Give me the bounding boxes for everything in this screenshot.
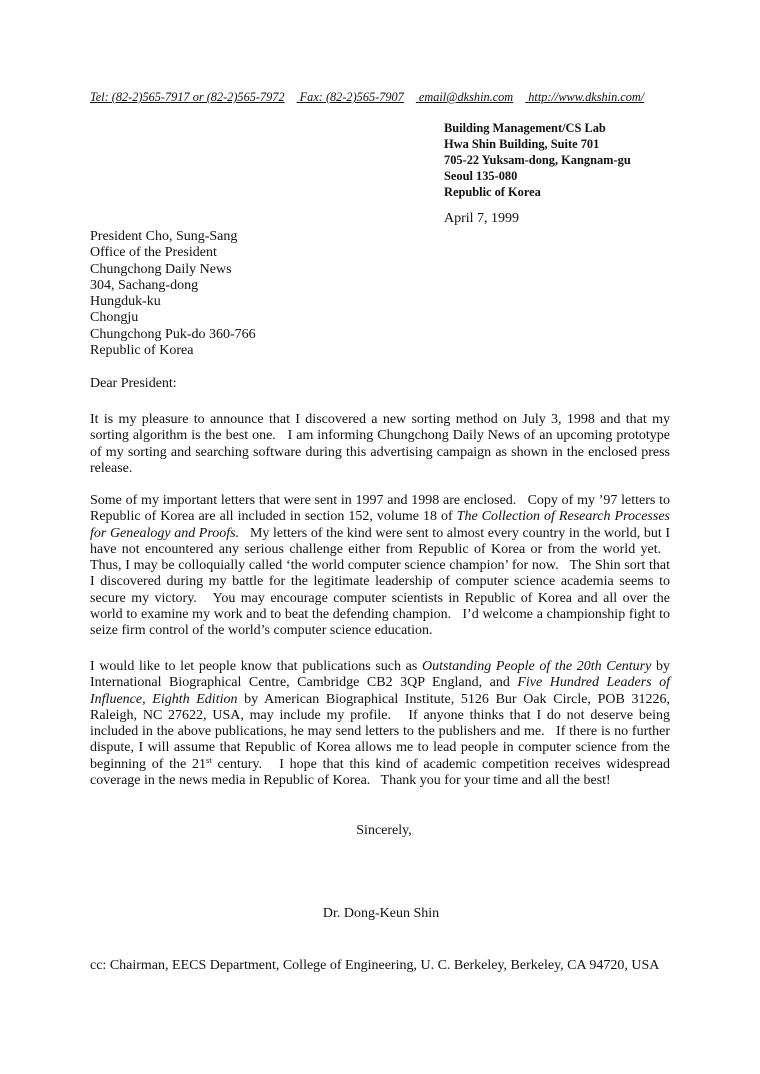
recipient-address-line: 304, Sachang-dong xyxy=(90,277,199,293)
ordinal-superscript: st xyxy=(206,754,212,765)
paragraph-text: century. I hope that this kind of academic competition receives widespread coverage in the news media in Republic of Korea. Thank you for your time and all the best! xyxy=(90,756,670,789)
recipient-address-line: Chungchong Daily News xyxy=(90,261,232,277)
publication-title: Outstanding People of the 20th Century xyxy=(421,659,652,674)
paragraph-text: I would like to let people know that publications such as xyxy=(90,659,422,674)
body-paragraph-1: It is my pleasure to announce that I discovered a new sorting method on July 3, 1998 and that my sorting algorithm is the best one. I am informing Chungchong Daily News of an upcoming prototype of my sorting and searching software during this advertising campaign as shown in the enclosed press release. xyxy=(90,412,670,476)
cc-line: cc: Chairman, EECS Department, College of Engineering, U. C. Berkeley, Berkeley, CA 94720, USA xyxy=(90,958,660,973)
recipient-address-line: Office of the President xyxy=(90,245,217,261)
closing: Sincerely, xyxy=(356,823,412,838)
sender-address-line: Republic of Korea xyxy=(444,185,541,199)
recipient-address-line: Republic of Korea xyxy=(90,343,194,359)
salutation: Dear President: xyxy=(90,376,177,391)
paragraph-text: , xyxy=(142,691,153,707)
letterhead-fax: Fax: (82-2)565-7907 xyxy=(299,90,404,104)
closing-block xyxy=(0,823,760,839)
sender-address-line: 705-22 Yuksam-dong, Kangnam-gu xyxy=(444,153,631,167)
paragraph-text: by International Biographical Centre, Cambridge CB2 3QP England, and xyxy=(90,659,671,691)
signature-name: Dr. Dong-Keun Shin xyxy=(322,906,440,921)
recipient-address-line: Hungduk-ku xyxy=(90,294,161,310)
body-paragraph-3 xyxy=(90,659,670,789)
body-paragraph-2 xyxy=(90,493,670,640)
sender-address-line: Hwa Shin Building, Suite 701 xyxy=(444,137,600,151)
publication-edition: Eighth Edition xyxy=(152,691,238,707)
paragraph-text: My letters of the kind were sent to almost every country in the world, but I have not encountered any serious challenge either from Republic of Korea or from the world yet. Thus, I may be colloquially called ‘the world computer science champion’ for now. The Shin sort that I discovered during my battle for the legitimate leadership of computer science academia seems to secure my victory. You may encourage computer scientists in Republic of Korea and all over the world to examine my work and to beat the defending champion. I’d welcome a championship fight to seize firm control of the world’s computer science education. xyxy=(90,525,670,639)
publication-title: Five Hundred Leaders of Influence xyxy=(90,675,671,707)
paragraph-text: Some of my important letters that were sent in 1997 and 1998 are enclosed. Copy of my ’97 letters to Republic of Korea are all included in section 152, volume 18 of xyxy=(90,493,670,525)
letter-date: April 7, 1999 xyxy=(444,211,520,226)
recipient-address-line: President Cho, Sung-Sang xyxy=(90,229,238,244)
signature-block xyxy=(0,906,760,922)
letterhead-telephone: Tel: (82-2)565-7917 or (82-2)565-7972 xyxy=(90,90,285,104)
sender-address-line: Seoul 135-080 xyxy=(444,169,518,183)
letterhead-email: email@dkshin.com xyxy=(418,90,514,104)
recipient-address-block xyxy=(90,229,256,359)
book-title: The Collection of Research Processes for Genealogy and Proofs. xyxy=(90,509,670,541)
sender-address-line: Building Management/CS Lab xyxy=(444,121,606,135)
recipient-address-line: Chungchong Puk-do 360-766 xyxy=(90,326,256,342)
letterhead-contact-line xyxy=(90,90,662,104)
letterhead-website: http://www.dkshin.com/ xyxy=(528,90,645,104)
paragraph-text: by American Biographical Institute, 5126 Bur Oak Circle, POB 31226, Raleigh, NC 27622, USA, may include my profile. If anyone thinks that I do not deserve being included in the above publications, he may send letters to the publishers and me. If there is no further dispute, I will assume that Republic of Korea allows me to lead people in computer science from the beginning of the 21 xyxy=(90,691,670,772)
recipient-address-line: Chongju xyxy=(90,310,139,326)
sender-address-block xyxy=(444,120,631,200)
